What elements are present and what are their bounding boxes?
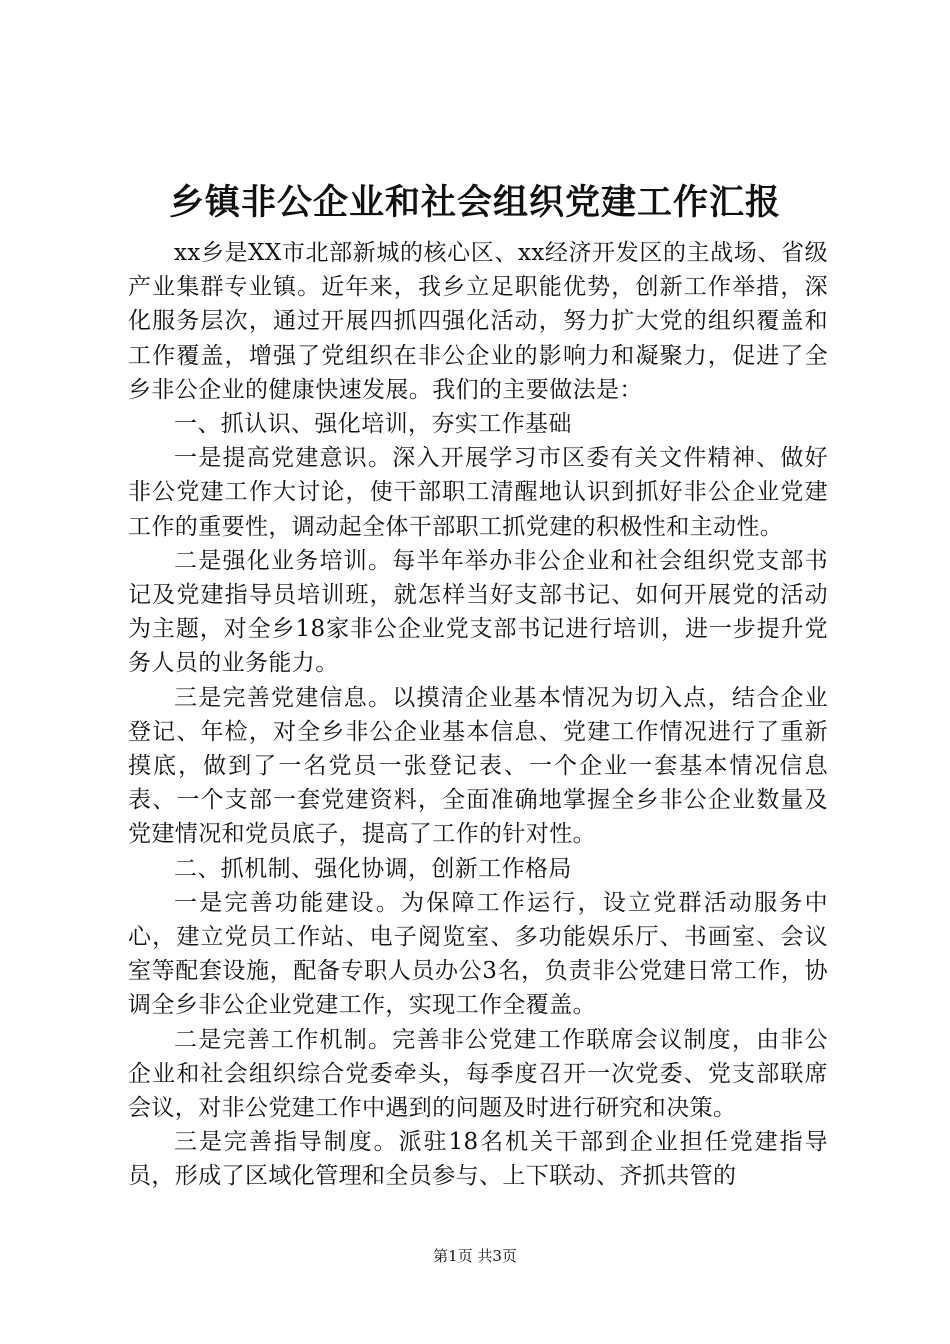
paragraph-1-1: 一是提高党建意识。深入开展学习市区委有关文件精神、做好非公党建工作大讨论，使干部职工清醒地认识到抓好非公企业党建工作的重要性，调动起全体干部职工抓党建的积极性和主动性。	[128, 445, 828, 540]
document-title: 乡镇非公企业和社会组织党建工作汇报	[168, 182, 781, 223]
paragraph-2-2: 二是完善工作机制。完善非公党建工作联席会议制度，由非公企业和社会组织综合党委牵头，每季度召开一次党委、党支部联席会议，对非公党建工作中遇到的问题及时进行研究和决策。	[128, 1026, 828, 1122]
paragraph-1-2: 二是强化业务培训。每半年举办非公企业和社会组织党支部书记及党建指导员培训班，就怎样当好支部书记、如何开展党的活动为主题，对全乡18家非公企业党支部书记进行培训，进一步提升党务人员的业务能力。	[128, 547, 828, 677]
intro-paragraph: xx乡是XX市北部新城的核心区、xx经济开发区的主战场、省级产业集群专业镇。近年来，我乡立足职能优势，创新工作举措，深化服务层次，通过开展四抓四强化活动，努力扩大党的组织覆盖和工作覆盖，增强了党组织在非公企业的影响力和凝聚力，促进了全乡非公企业的健康快速发展。我们的主要做法是：	[128, 240, 828, 403]
paragraph-1-3: 三是完善党建信息。以摸清企业基本情况为切入点，结合企业登记、年检，对全乡非公企业基本信息、党建工作情况进行了重新摸底，做到了一名党员一张登记表、一个企业一套基本情况信息表、一个支部一套党建资料，全面准确地掌握全乡非公企业数量及党建情况和党员底子，提高了工作的针对性。	[128, 684, 828, 848]
section-heading-1: 一、抓认识、强化培训，夯实工作基础	[174, 411, 572, 438]
paragraph-2-1: 一是完善功能建设。为保障工作运行，设立党群活动服务中心，建立党员工作站、电子阅览室、多功能娱乐厅、书画室、会议室等配套设施，配备专职人员办公3名，负责非公党建日常工作，协调全乡非公企业党建工作，实现工作全覆盖。	[128, 889, 828, 1019]
document-body	[128, 236, 828, 1194]
section-heading-2: 二、抓机制、强化协调，创新工作格局	[174, 855, 572, 882]
paragraph-2-3: 三是完善指导制度。派驻18名机关干部到企业担任党建指导员，形成了区域化管理和全员参与、上下联动、齐抓共管的	[128, 1129, 828, 1190]
page-footer: 第1页 共3页	[433, 1247, 517, 1265]
